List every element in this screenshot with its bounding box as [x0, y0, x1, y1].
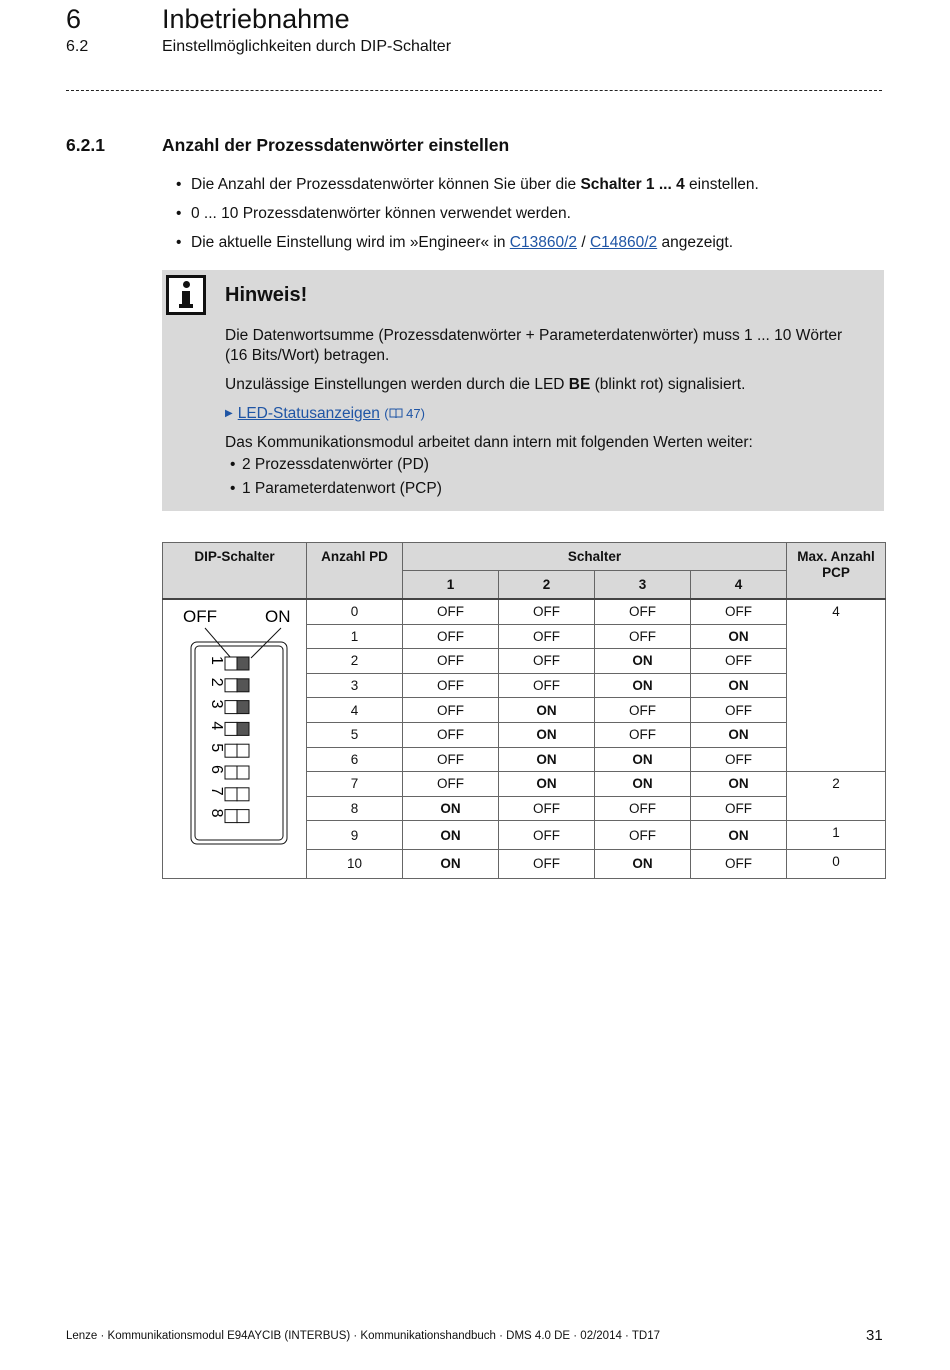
- cell-switch-2: OFF: [499, 796, 595, 821]
- switch-off-half: [225, 788, 237, 801]
- bullet-list: [176, 174, 876, 261]
- bullet-item: [176, 174, 876, 203]
- cell-switch-1: ON: [403, 796, 499, 821]
- note-list-item: • 2 Prozessdatenwörter (PD): [225, 453, 865, 477]
- cell-pd: 9: [307, 821, 403, 850]
- cell-switch-2: OFF: [499, 624, 595, 649]
- arrow-right-icon: ▶: [225, 408, 233, 419]
- cell-switch-1: OFF: [403, 698, 499, 723]
- bullet-bold: Schalter 1 ... 4: [580, 176, 685, 193]
- bullet-text: Die aktuelle Einstellung wird im »Engineer« in: [191, 234, 510, 251]
- header-switch-2: 2: [499, 571, 595, 600]
- cell-switch-3: ON: [595, 673, 691, 698]
- on-label: ON: [264, 607, 290, 626]
- switch-number: 8: [207, 808, 225, 818]
- cell-switch-1: ON: [403, 849, 499, 878]
- switch-on-half: [237, 679, 249, 692]
- header-dip: DIP-Schalter: [163, 543, 307, 600]
- cell-max-pcp: 4: [787, 599, 886, 772]
- bullet-item: [176, 203, 876, 232]
- cell-switch-1: OFF: [403, 599, 499, 624]
- cell-max-pcp: 2: [787, 772, 886, 821]
- note-list: [225, 453, 865, 501]
- switch-number: 7: [207, 786, 225, 796]
- cell-max-pcp: 0: [787, 849, 886, 878]
- cell-switch-1: OFF: [403, 772, 499, 797]
- cell-switch-4: OFF: [691, 649, 787, 674]
- cell-switch-2: ON: [499, 698, 595, 723]
- on-pointer-line: [251, 628, 281, 658]
- cell-switch-4: ON: [691, 821, 787, 850]
- cell-switch-3: OFF: [595, 722, 691, 747]
- off-pointer-line: [205, 628, 231, 658]
- cell-switch-2: OFF: [499, 599, 595, 624]
- chapter-number: 6: [66, 4, 82, 34]
- cell-pd: 8: [307, 796, 403, 821]
- switch-number: 5: [207, 743, 225, 753]
- cell-pd: 1: [307, 624, 403, 649]
- header-max-pcp: Max. Anzahl PCP: [787, 543, 886, 600]
- link-c13860[interactable]: C13860/2: [509, 234, 578, 251]
- cell-switch-3: OFF: [595, 624, 691, 649]
- cell-switch-3: OFF: [595, 796, 691, 821]
- cell-switch-3: OFF: [595, 599, 691, 624]
- switch-on-half: [237, 744, 249, 757]
- header-pd: Anzahl PD: [307, 543, 403, 600]
- bullet-text: 0 ... 10 Prozessdatenwörter können verwendet werden.: [191, 205, 571, 222]
- switch-number: 4: [207, 721, 225, 731]
- cell-switch-2: ON: [499, 772, 595, 797]
- bullet-text: einstellen.: [684, 176, 759, 193]
- cell-switch-1: OFF: [403, 624, 499, 649]
- led-status-link[interactable]: LED-Statusanzeigen: [237, 405, 380, 422]
- cell-switch-4: ON: [691, 722, 787, 747]
- info-icon: [166, 275, 206, 315]
- cell-switch-3: ON: [595, 649, 691, 674]
- note-paragraph: [225, 375, 865, 395]
- section-title: Einstellmöglichkeiten durch DIP-Schalter: [162, 38, 452, 55]
- cell-switch-2: OFF: [499, 821, 595, 850]
- cell-pd: 5: [307, 722, 403, 747]
- switch-number: 1: [207, 656, 225, 665]
- cell-switch-4: OFF: [691, 698, 787, 723]
- cell-pd: 10: [307, 849, 403, 878]
- section-number: 6.2: [66, 38, 89, 55]
- cell-switch-2: OFF: [499, 649, 595, 674]
- cell-switch-1: OFF: [403, 673, 499, 698]
- subsection-number: 6.2.1: [66, 135, 105, 155]
- note-paragraph: Das Kommunikationsmodul arbeitet dann intern mit folgenden Werten weiter:: [225, 434, 753, 451]
- switch-on-half: [237, 766, 249, 779]
- cell-switch-3: OFF: [595, 821, 691, 850]
- page-reference: [384, 406, 425, 421]
- switch-off-half: [225, 657, 237, 670]
- cell-switch-3: ON: [595, 772, 691, 797]
- bullet-text: angezeigt.: [657, 234, 734, 251]
- header-schalter: Schalter: [403, 543, 787, 571]
- cell-switch-3: OFF: [595, 698, 691, 723]
- dip-switch-graphic: [165, 600, 305, 852]
- cell-switch-1: OFF: [403, 747, 499, 772]
- switch-on-half: [237, 722, 249, 735]
- bullet-text: Die Anzahl der Prozessdatenwörter können Sie über die: [191, 176, 581, 193]
- book-icon: [389, 408, 403, 419]
- dip-switch-table: [162, 542, 886, 879]
- note-paragraph: Die Datenwortsumme (Prozessdatenwörter + Parameterdatenwörter) muss 1 ... 10 Wörter (16 Bits/Wort) betragen.: [225, 327, 843, 364]
- bullet-item: [176, 232, 876, 261]
- cell-switch-1: OFF: [403, 722, 499, 747]
- switch-number: 3: [207, 699, 225, 709]
- cell-pd: 2: [307, 649, 403, 674]
- header-switch-4: 4: [691, 571, 787, 600]
- page-ref-number: 47): [402, 406, 425, 421]
- note-list-item: • 1 Parameterdatenwort (PCP): [225, 477, 865, 501]
- switch-off-half: [225, 744, 237, 757]
- switch-on-half: [237, 657, 249, 670]
- page-ref-open: (: [384, 406, 389, 421]
- cell-pd: 4: [307, 698, 403, 723]
- note-heading: Hinweis!: [225, 284, 308, 306]
- cell-switch-4: ON: [691, 772, 787, 797]
- cell-switch-4: OFF: [691, 599, 787, 624]
- page-number: 31: [866, 1327, 883, 1344]
- dip-switch-diagram: [163, 599, 307, 878]
- note-link-line: [225, 404, 865, 424]
- cell-switch-2: ON: [499, 722, 595, 747]
- cell-switch-2: OFF: [499, 849, 595, 878]
- led-name: BE: [568, 376, 591, 393]
- switch-off-half: [225, 679, 237, 692]
- chapter-title: Inbetriebnahme: [162, 4, 350, 34]
- switch-off-half: [225, 766, 237, 779]
- header-divider: [66, 90, 882, 91]
- note-text: (blinkt rot) signalisiert.: [590, 376, 746, 393]
- subsection-title: Anzahl der Prozessdatenwörter einstellen: [162, 135, 510, 155]
- switch-off-half: [225, 701, 237, 714]
- header-switch-1: 1: [403, 571, 499, 600]
- cell-switch-4: OFF: [691, 849, 787, 878]
- cell-switch-4: OFF: [691, 796, 787, 821]
- header-switch-3: 3: [595, 571, 691, 600]
- cell-switch-4: ON: [691, 624, 787, 649]
- link-c14860[interactable]: C14860/2: [589, 234, 658, 251]
- cell-switch-3: ON: [595, 849, 691, 878]
- cell-pd: 3: [307, 673, 403, 698]
- cell-pd: 7: [307, 772, 403, 797]
- cell-switch-4: ON: [691, 673, 787, 698]
- note-text: Unzulässige Einstellungen werden durch die LED: [225, 376, 569, 393]
- switch-off-half: [225, 722, 237, 735]
- off-label: OFF: [182, 607, 217, 626]
- switch-on-half: [237, 788, 249, 801]
- table-row: [163, 599, 886, 624]
- cell-switch-2: OFF: [499, 673, 595, 698]
- bullet-separator: /: [577, 234, 590, 251]
- table-body: [163, 599, 886, 878]
- switch-on-half: [237, 701, 249, 714]
- switch-off-half: [225, 810, 237, 823]
- cell-max-pcp: 1: [787, 821, 886, 850]
- footer-text: Lenze · Kommunikationsmodul E94AYCIB (INTERBUS) · Kommunikationshandbuch · DMS 4.0 DE · 02/2014 · TD17: [66, 1330, 660, 1342]
- switch-on-half: [237, 810, 249, 823]
- cell-switch-3: ON: [595, 747, 691, 772]
- cell-pd: 6: [307, 747, 403, 772]
- cell-switch-1: OFF: [403, 649, 499, 674]
- switch-number: 2: [207, 677, 225, 687]
- cell-switch-2: ON: [499, 747, 595, 772]
- switch-number: 6: [207, 765, 225, 774]
- cell-pd: 0: [307, 599, 403, 624]
- cell-switch-1: ON: [403, 821, 499, 850]
- note-box: [162, 270, 884, 511]
- note-body: [225, 326, 865, 501]
- cell-switch-4: OFF: [691, 747, 787, 772]
